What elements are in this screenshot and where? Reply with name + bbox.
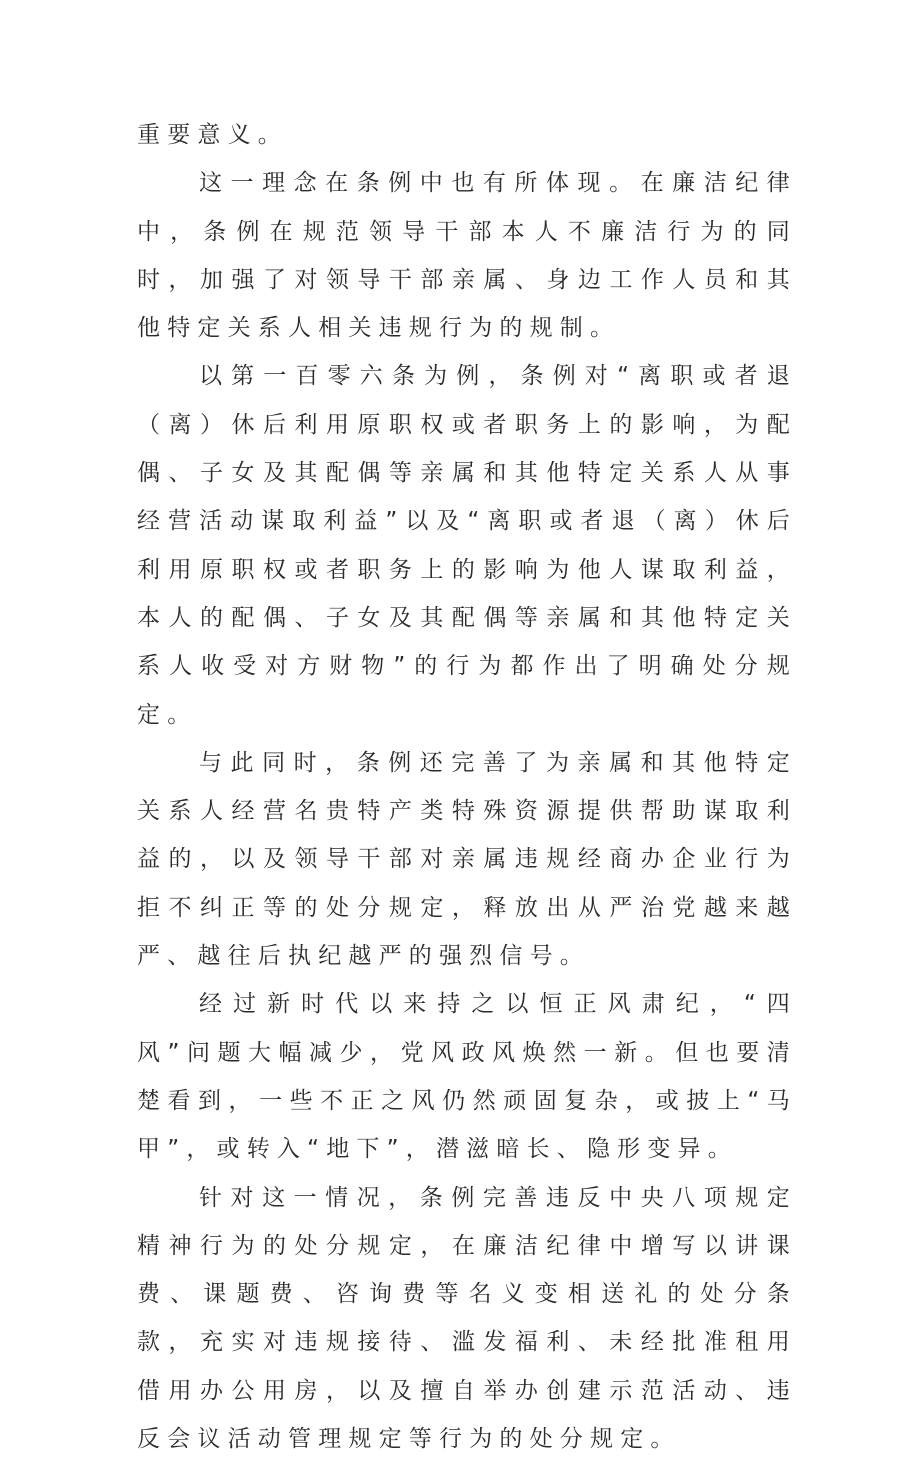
- paragraph-four-winds: 经过新时代以来持之以恒正风肃纪，“四风”问题大幅减少，党风政风焕然一新。但也要清楚看到，一些不正之风仍然顽固复杂，或披上“马甲”，或转入“地下”，潜滋暗长、隐形变异。: [137, 991, 797, 1163]
- document-page: [137, 111, 797, 1463]
- paragraph-eight-regulations: 针对这一情况，条例完善违反中央八项规定精神行为的处分规定，在廉洁纪律中增写以讲课费、课题费、咨询费等名义变相送礼的处分条款，充实对违规接待、滥发福利、未经批准租用借用办公用房，以及擅自举办创建示范活动、违反会议活动管理规定等行为的处分规定。: [137, 1184, 797, 1453]
- paragraph-meanwhile: 与此同时，条例还完善了为亲属和其他特定关系人经营名贵特产类特殊资源提供帮助谋取利益的，以及领导干部对亲属违规经商办企业行为拒不纠正等的处分规定，释放出从严治党越来越严、越往后执纪越严的强烈信号。: [137, 749, 797, 970]
- paragraph-integrity-discipline: 这一理念在条例中也有所体现。在廉洁纪律中，条例在规范领导干部本人不廉洁行为的同时，加强了对领导干部亲属、身边工作人员和其他特定关系人相关违规行为的规制。: [137, 170, 797, 342]
- paragraph-article-106: 以第一百零六条为例，条例对“离职或者退（离）休后利用原职权或者职务上的影响，为配偶、子女及其配偶等亲属和其他特定关系人从事经营活动谋取利益”以及“离职或者退（离）休后利用原职权或者职务上的影响为他人谋取利益，本人的配偶、子女及其配偶等亲属和其他特定关系人收受对方财物”的行为都作出了明确处分规定。: [137, 363, 797, 728]
- paragraph-continuation: 重要意义。: [137, 122, 288, 148]
